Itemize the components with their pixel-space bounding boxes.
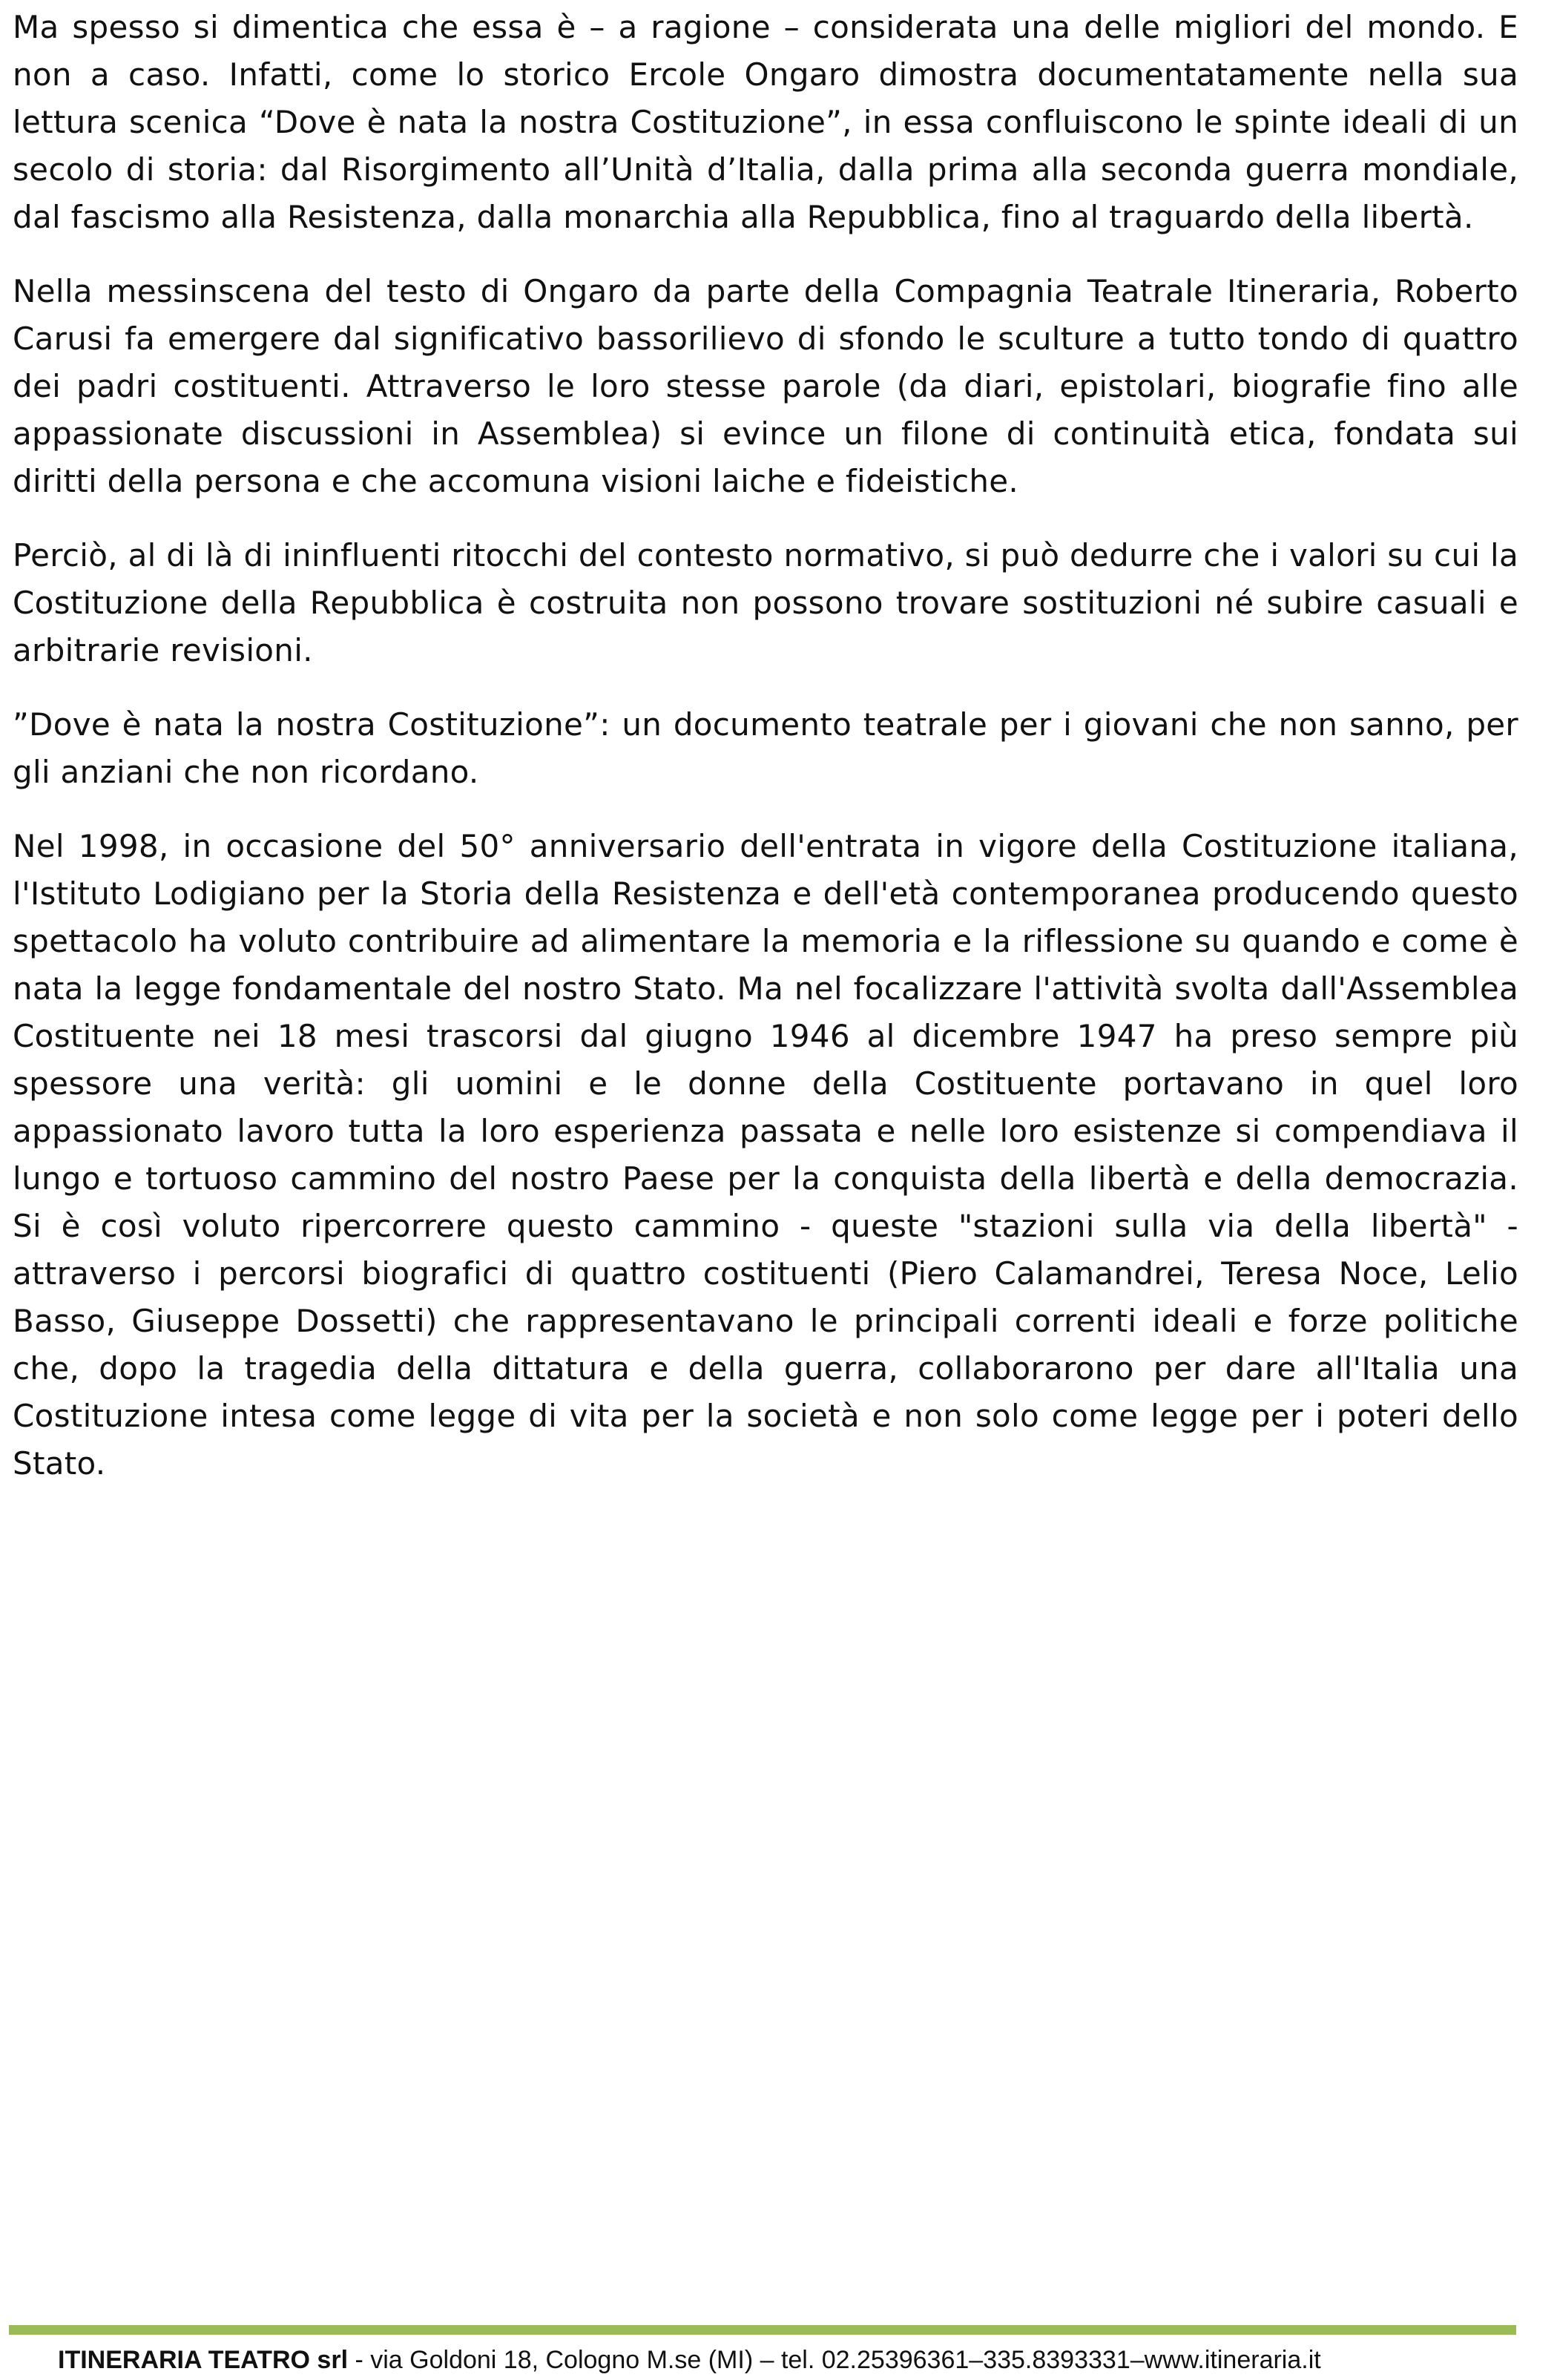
paragraph-history: Nel 1998, in occasione del 50° anniversario dell'entrata in vigore della Costituzione italiana, l'Istituto Lodigiano per la Storia della Resistenza e dell'età contemporanea producendo questo spettacolo ha voluto contribuire ad alimentare la memoria e la riflessione su quando e come è nata la legge fondamentale del nostro Stato. Ma nel focalizzare l'attività svolta dall'Assemblea Costituente nei 18 mesi trascorsi dal giugno 1946 al dicembre 1947 ha preso sempre più spessore una verità: gli uomini e le donne della Costituente portavano in quel loro appassionato lavoro tutta la loro esperienza passata e nelle loro esistenze si compendiava il lungo e tortuoso cammino del nostro Paese per la conquista della libertà e della democrazia. Si è così voluto ripercorrere questo cammino - queste "stazioni sulla via della libertà" - attraverso i percorsi biografici di quattro costituenti (Piero Calamandrei, Teresa Noce, Lelio Basso, Giuseppe Dossetti) che rappresentavano le principali correnti ideali e forze politiche che, dopo la tragedia della dittatura e della guerra, collaborarono per dare all'Italia una Costituzione intesa come legge di vita per la società e non solo come legge per i poteri dello Stato. — [13, 828, 1518, 1482]
paragraph-constitution-intro: Ma spesso si dimentica che essa è – a ragione – considerata una delle migliori del mondo. E non a caso. Infatti, come lo storico Ercole Ongaro dimostra documentatamente nella sua lettura scenica “Dove è nata la nostra Costituzione”, in essa confluiscono le spinte ideali di un secolo di storia: dal Risorgimento all’Unità d’Italia, dalla prima alla seconda guerra mondiale, dal fascismo alla Resistenza, dalla monarchia alla Repubblica, fino al traguardo della libertà. — [13, 9, 1518, 235]
footer-contact-details: - via Goldoni 18, Cologno M.se (MI) – tel. 02.25396361–335.8393331–www.itineraria.it — [348, 2346, 1321, 2374]
document-body — [13, 0, 1518, 1514]
footer-divider — [9, 2325, 1516, 2335]
footer-company-name: ITINERARIA TEATRO srl — [58, 2346, 349, 2374]
page-footer — [58, 2344, 1321, 2376]
paragraph-staging: Nella messinscena del testo di Ongaro da parte della Compagnia Teatrale Itineraria, Roberto Carusi fa emergere dal significativo bassorilievo di sfondo le sculture a tutto tondo di quattro dei padri costituenti. Attraverso le loro stesse parole (da diari, epistolari, biografie fino alle appassionate discussioni in Assemblea) si evince un filone di continuità etica, fondata sui diritti della persona e che accomuna visioni laiche e fideistiche. — [13, 273, 1518, 499]
paragraph-tagline: ”Dove è nata la nostra Costituzione”: un documento teatrale per i giovani che non sanno, per gli anziani che non ricordano. — [13, 706, 1518, 790]
paragraph-values: Perciò, al di là di ininfluenti ritocchi del contesto normativo, si può dedurre che i valori su cui la Costituzione della Repubblica è costruita non possono trovare sostituzioni né subire casuali e arbitrarie revisioni. — [13, 537, 1518, 668]
